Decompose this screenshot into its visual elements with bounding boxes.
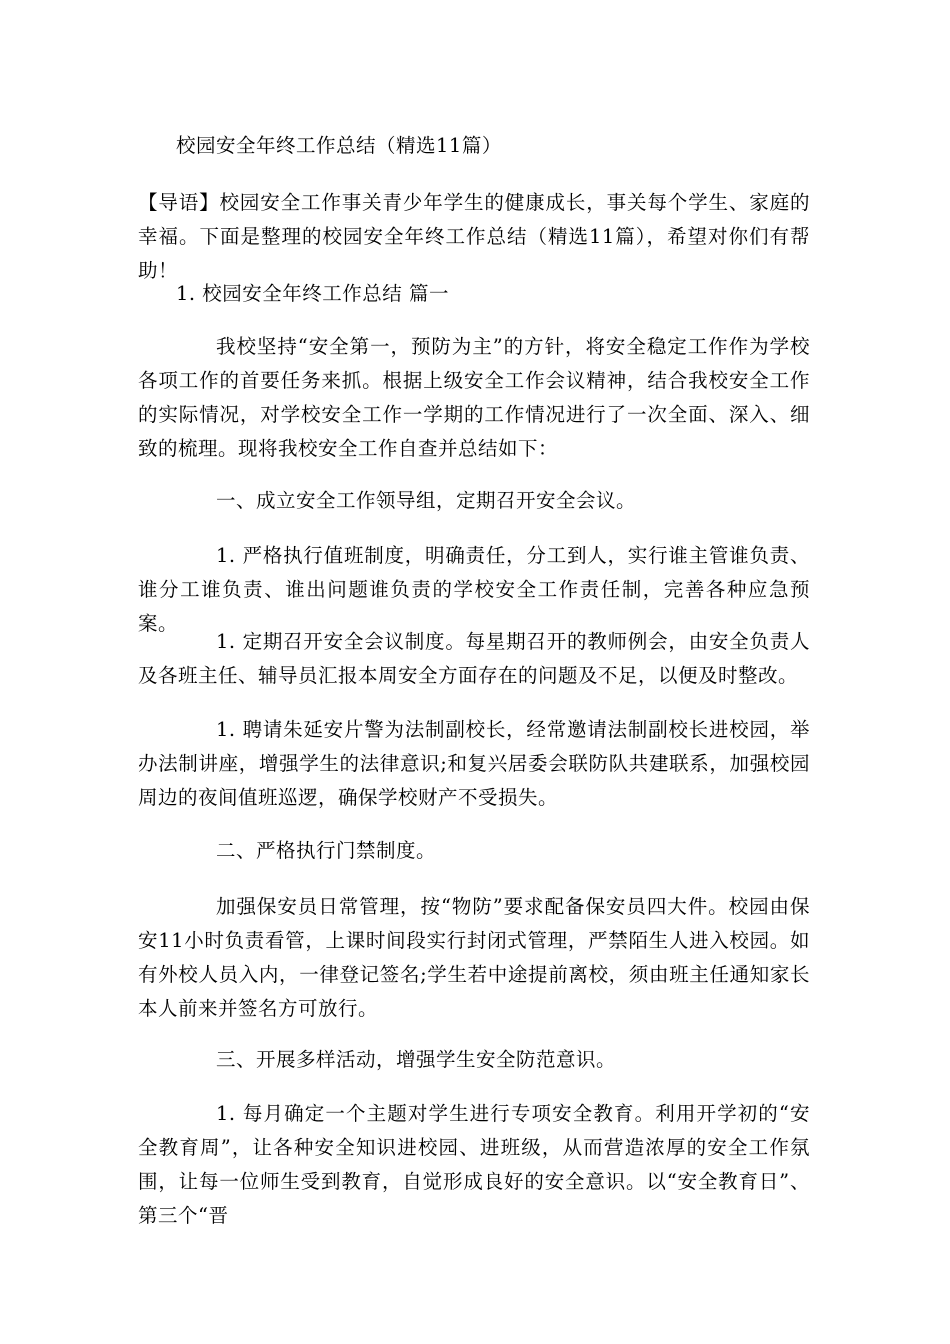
- body-paragraph: 1. 每月确定一个主题对学生进行专项安全教育。利用开学初的“安全教育周”，让各种安全知识进校园、进班级，从而营造浓厚的安全工作氛围，让每一位师生受到教育，自觉形成良好的安全意识。以“安全教育日”、第三个“晋: [138, 1102, 810, 1227]
- body-paragraph: 三、开展多样活动，增强学生安全防范意识。: [216, 1048, 617, 1071]
- body-paragraph: 1. 定期召开安全会议制度。每星期召开的教师例会，由安全负责人及各班主任、辅导员汇报本周安全方面存在的问题及不足，以便及时整改。: [138, 630, 810, 687]
- body-paragraph: 1. 聘请朱延安片警为法制副校长，经常邀请法制副校长进校园，举办法制讲座，增强学生的法律意识;和复兴居委会联防队共建联系，加强校园周边的夜间值班巡逻，确保学校财产不受损失。: [138, 718, 810, 809]
- body-paragraph: 我校坚持“安全第一，预防为主”的方针，将安全稳定工作作为学校各项工作的首要任务来抓。根据上级安全工作会议精神，结合我校安全工作的实际情况，对学校安全工作一学期的工作情况进行了一次全面、深入、细致的梳理。现将我校安全工作自查并总结如下：: [138, 335, 810, 460]
- body-paragraph: 一、成立安全工作领导组，定期召开安全会议。: [216, 489, 637, 512]
- body-paragraph: 1. 严格执行值班制度，明确责任，分工到人，实行谁主管谁负责、谁分工谁负责、谁出问题谁负责的学校安全工作责任制，完善各种应急预案。: [138, 544, 810, 635]
- intro-paragraph: 【导语】校园安全工作事关青少年学生的健康成长，事关每个学生、家庭的幸福。下面是整理的校园安全年终工作总结（精选11篇），希望对你们有帮助！: [138, 191, 810, 282]
- section-heading: 1. 校园安全年终工作总结 篇一: [176, 282, 450, 305]
- body-paragraph: 加强保安员日常管理，按“物防”要求配备保安员四大件。校园由保安11小时负责看管，上课时间段实行封闭式管理，严禁陌生人进入校园。如有外校人员入内，一律登记签名;学生若中途提前离校，须由班主任通知家长本人前来并签名方可放行。: [138, 895, 810, 1020]
- body-paragraph: 二、严格执行门禁制度。: [216, 839, 437, 862]
- document-title: 校园安全年终工作总结（精选11篇）: [176, 134, 502, 157]
